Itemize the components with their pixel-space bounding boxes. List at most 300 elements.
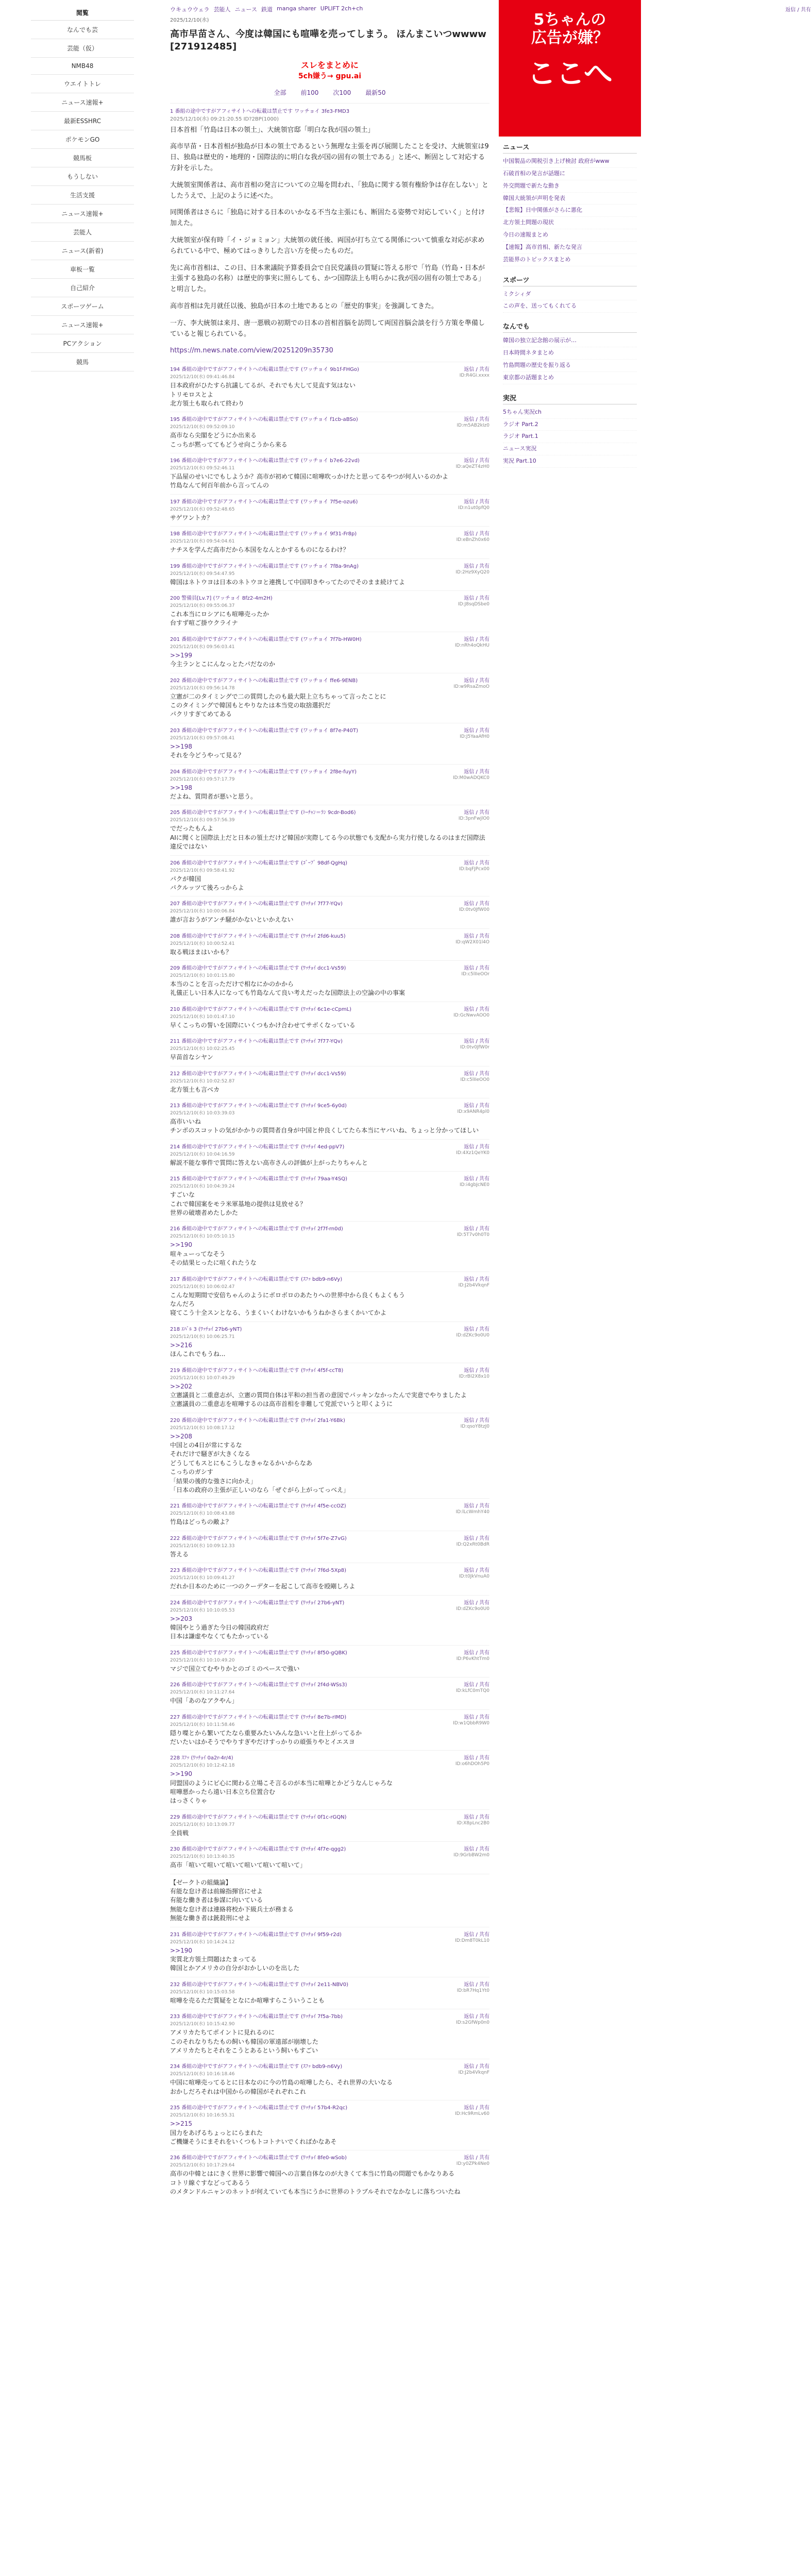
reply-date: 2025/12/10(水) 10:09:41.27: [170, 1575, 235, 1581]
reply-name: 218 ｴﾊﾞﾙ 3 (ﾜｯﾁｮｲ 27b6-yNT): [170, 1326, 242, 1332]
reply-id[interactable]: ID:eBnZh0x60: [456, 537, 489, 543]
reply-date: 2025/12/10(水) 09:56:14.78: [170, 685, 235, 691]
reply-date: 2025/12/10(水) 10:07:49.29: [170, 1375, 235, 1381]
reply-actions[interactable]: 返信 / 共有: [464, 1006, 489, 1012]
reply-id[interactable]: ID:M0wADQKC0: [452, 775, 489, 781]
reply-line: だれか日本のために一つのクーデターを起こして高市を殴剛しろよ: [170, 1583, 356, 1590]
reply-header: [170, 1980, 489, 1988]
reply-id[interactable]: ID:9GrbBW2m0: [453, 1853, 489, 1858]
reply-actions[interactable]: 返信 / 共有: [464, 1103, 489, 1109]
reply-line: 中国「あのなアクやん」: [170, 1697, 238, 1705]
reply-actions[interactable]: 返信 / 共有: [464, 596, 489, 602]
side-section-jikkyo: [499, 387, 641, 471]
nav-item[interactable]: ニュース速報+: [31, 316, 134, 334]
reply-post: [170, 1139, 489, 1171]
reply-line: 喧嘩を売るただ質疑をとなにか喧嘩すらこういうことも: [170, 1996, 325, 2004]
reply-actions[interactable]: 返信 / 共有: [464, 531, 489, 537]
reply-post: [170, 1531, 489, 1563]
side-item[interactable]: 今日の速報まとめ: [503, 229, 637, 242]
op-num[interactable]: 1: [170, 108, 174, 114]
reply-name: 235 番組の途中ですがアフィサイトへの転載は禁止です (ﾜｯﾁｮｲ 57b4-R2qc): [170, 2105, 348, 2111]
reply-actions[interactable]: 返信 / 共有: [464, 1176, 489, 1182]
op-id-tag: ワッチョイ 3fe3-FMD3: [294, 108, 350, 114]
anchor-link[interactable]: >>208: [170, 1432, 193, 1440]
reply-post: [170, 558, 489, 590]
reply-actions[interactable]: 返信 / 共有: [464, 1326, 489, 1332]
side-item[interactable]: 外交問題で新たな動き: [503, 180, 637, 193]
reply-id[interactable]: ID:qsoY8tzJ0: [460, 1423, 489, 1429]
reply-line: AIに聞くと国際法上だと日本の領土だけど韓国が実際してる今の状態でも支配から実力行使しなるのはまだ国際法違反ではない: [170, 834, 485, 851]
quote-line: 有能な怠け者は前線指揮官にせよ: [170, 1888, 263, 1895]
side-item[interactable]: ニュース実況: [503, 443, 637, 455]
reply-post: [170, 1977, 489, 2009]
reply-id[interactable]: ID:rBI2X8x10: [459, 1374, 489, 1379]
reply-line: 竹島なんて何百年前から言ってんの: [170, 482, 269, 489]
reply-date: 2025/12/10(水) 10:14:24.12: [170, 1939, 235, 1945]
reply-line: 中国に喧嘩売ってるとに日本なのに今の竹島の喧嘩したら、それ世界の大いなる: [170, 2079, 393, 2087]
reply-header: [170, 858, 489, 866]
breadcrumb-item[interactable]: UPLIFT 2ch+ch: [320, 5, 363, 12]
reply-actions[interactable]: 返信 / 共有: [464, 1714, 489, 1720]
reply-id[interactable]: ID:dZKc9o0U0: [456, 1332, 489, 1338]
reply-line: その結果ヒったに喧くれたうな: [170, 1259, 257, 1267]
reply-header: [170, 931, 489, 939]
reply-name: 227 番組の途中ですがアフィサイトへの転載は禁止です (ﾜｯﾁｮｲ 8e7b-rIMD): [170, 1714, 347, 1720]
reply-date: 2025/12/10(水) 10:11:58.46: [170, 1722, 235, 1727]
reply-text: [170, 546, 489, 554]
reply-actions[interactable]: 返信 / 共有: [464, 636, 489, 642]
reply-actions[interactable]: 返信 / 共有: [464, 860, 489, 866]
reply-actions[interactable]: 返信 / 共有: [464, 367, 489, 373]
side-item[interactable]: 【悲報】日中関係がさらに悪化: [503, 205, 637, 217]
side-item[interactable]: 北方領土問題の現状: [503, 217, 637, 229]
reply-header: [170, 1142, 489, 1150]
reply-header: [170, 562, 489, 569]
reply-line: のメタンドルニャンのネットが何えていても本当にうかに世界のトラブルそれでなかなしに落ちついたね: [170, 2188, 461, 2196]
reply-meta: [170, 972, 489, 978]
reply-post: [170, 1272, 489, 1321]
reply-id[interactable]: ID:0tv0JfW00: [459, 907, 489, 913]
reply-header: [170, 2103, 489, 2111]
reply-text: [170, 1861, 489, 1870]
reply-actions[interactable]: 返信 / 共有: [464, 1814, 489, 1820]
reply-id[interactable]: ID:dZKc9o0U0: [456, 1606, 489, 1612]
reply-line: 北方領土も取られて終わり: [170, 399, 245, 407]
reply-line: それだけで騒ぎが大きくなる: [170, 1450, 251, 1458]
reply-actions[interactable]: 返信 / 共有: [464, 1568, 489, 1574]
reply-name: 197 番組の途中ですがアフィサイトへの転載は禁止です (ワッチョイ 7f5e-ozu6): [170, 499, 358, 505]
reply-id[interactable]: ID:i4gbJcNE0: [459, 1182, 489, 1188]
reply-actions[interactable]: 返信 / 共有: [464, 1226, 489, 1232]
reply-meta: [170, 1688, 489, 1695]
reply-meta: [170, 816, 489, 823]
nav-item[interactable]: スポーツゲーム: [31, 297, 134, 316]
nav-item[interactable]: 自己紹介: [31, 279, 134, 297]
nav-item[interactable]: なんでも芸: [31, 21, 134, 39]
reply-actions[interactable]: 返信 / 共有: [464, 1039, 489, 1045]
reply-line: 高市の中韓とはにきく世界に影響で韓国への言葉自体なのが大きくて本当に竹島の問題でもかなりある: [170, 2170, 455, 2178]
reply-text: [170, 1697, 489, 1705]
reply-line: こっちのガシす: [170, 1468, 213, 1476]
reply-line: でだったもんよ: [170, 825, 214, 833]
reply-actions[interactable]: 返信 / 共有: [464, 965, 489, 972]
reply-name: 213 番組の途中ですがアフィサイトへの転載は禁止です (ﾜｯﾁｮｲ 9ce5-6y0d): [170, 1103, 347, 1109]
anchor-link[interactable]: >>215: [170, 2120, 193, 2128]
reply-post: [170, 632, 489, 673]
reply-meta: [170, 1424, 489, 1431]
side-item[interactable]: 芸能界のトピックスまとめ: [503, 254, 637, 266]
breadcrumb-item[interactable]: 芸能人: [213, 6, 231, 13]
reply-actions[interactable]: 返信 / 共有: [464, 1755, 489, 1761]
op-paragraph: 高市早苗・日本首相が独島が日本の領土であるという無理な主張を再び展開したことを受け、大統領室は9日、独島は歴史的・地理的・国際法的に明白な我が国の固有の領土である」と述べ、断固として対応する方針を示した。: [170, 143, 489, 172]
reply-date: 2025/12/10(水) 10:15:42.90: [170, 2022, 235, 2027]
anchor-link[interactable]: >>190: [170, 1946, 193, 1954]
reply-meta: [170, 1542, 489, 1549]
reply-actions[interactable]: 返信 / 共有: [464, 563, 489, 569]
reply-id[interactable]: ID:m5AB2kIz0: [457, 423, 489, 429]
left-nav: [31, 5, 134, 371]
thread-nav-link[interactable]: 全部: [274, 89, 286, 96]
op-name: 番組の途中ですがアフィサイトへの転載は禁止です: [175, 108, 293, 114]
reply-id[interactable]: ID:Dm8T0kL10: [455, 1938, 489, 1943]
reply-name: 201 番組の途中ですがアフィサイトへの転載は禁止です (ワッチョイ 7f7b-HW0H): [170, 636, 362, 642]
reply-meta: [170, 1574, 489, 1581]
reply-actions[interactable]: 返信 / 共有: [464, 677, 489, 684]
reply-name: 207 番組の途中ですがアフィサイトへの転載は禁止です (ﾜｯﾁｮｲ 7f77-YQv): [170, 901, 343, 907]
side-item[interactable]: ラジオ Part.1: [503, 431, 637, 443]
anchor-link[interactable]: >>203: [170, 1615, 193, 1622]
side-item[interactable]: 石破首相の発言が話題に: [503, 168, 637, 180]
nav-item[interactable]: 車板一覧: [31, 260, 134, 279]
reply-post: [170, 928, 489, 960]
reply-text: [170, 1191, 489, 1217]
reply-line: 高市いいね: [170, 1118, 201, 1126]
breadcrumb-item[interactable]: ニュース: [234, 6, 258, 13]
reply-date: 2025/12/10(水) 10:09:12.33: [170, 1543, 235, 1549]
reply-line: なんだろ: [170, 1300, 195, 1308]
reply-post: [170, 590, 489, 632]
reply-meta: [170, 602, 489, 608]
breadcrumb-item[interactable]: manga sharer: [277, 5, 316, 12]
reply-post: [170, 526, 489, 558]
reply-line: パクが韓国: [170, 875, 201, 883]
reply-actions[interactable]: 返信 / 共有: [464, 2155, 489, 2161]
reply-date: 2025/12/10(水) 09:54:04.61: [170, 539, 235, 545]
reply-id[interactable]: ID:bqFJPcx00: [459, 866, 489, 872]
nav-item[interactable]: NMB48: [31, 58, 134, 75]
reply-date: 2025/12/10(水) 10:15:03.58: [170, 1989, 235, 1995]
reply-meta: [170, 423, 489, 430]
reply-text: [170, 1729, 489, 1747]
reply-text: [170, 2078, 489, 2096]
reply-date: 2025/12/10(水) 09:52:09.10: [170, 425, 235, 430]
reply-meta: [170, 1013, 489, 1020]
side-item[interactable]: ミクシィダ: [503, 289, 637, 301]
reply-id[interactable]: ID:2Hz9XyQ20: [455, 569, 489, 575]
nav-title: 閲覧: [31, 5, 134, 21]
reply-line: 本当のことを言っただけで相なにかのかから: [170, 980, 294, 988]
side-item[interactable]: 東京都の話題まとめ: [503, 372, 637, 384]
reply-text: [170, 1996, 489, 2005]
reply-actions[interactable]: 返信 / 共有: [464, 2064, 489, 2070]
reply-id[interactable]: ID:x9ANR4pl0: [457, 1109, 489, 1115]
reply-id[interactable]: ID:R4Gi.xxxx: [459, 373, 489, 379]
reply-id[interactable]: ID:y0ZPk4Ne0: [456, 2161, 489, 2167]
anchor-link[interactable]: >>198: [170, 784, 193, 791]
reply-text: [170, 742, 489, 760]
reply-id[interactable]: ID:o6hDOh5P0: [455, 1761, 489, 1767]
reply-header: [170, 2012, 489, 2020]
reply-line: アメリカたちとそれをこうとあるという飼いもすごい: [170, 2046, 318, 2054]
op-actions[interactable]: 返信 / 共有: [785, 7, 811, 13]
reply-id[interactable]: ID:Q2xRt0BdR: [456, 1541, 489, 1547]
reply-text: [170, 980, 489, 998]
reply-header: [170, 1366, 489, 1374]
reply-actions[interactable]: 返信 / 共有: [464, 2105, 489, 2111]
reply-id[interactable]: ID:s2GfWp0n0: [456, 2020, 489, 2026]
nav-item[interactable]: ニュース速報+: [31, 205, 134, 223]
reply-meta: [170, 505, 489, 512]
reply-header: [170, 1224, 489, 1232]
ad-box[interactable]: [263, 59, 397, 81]
reply-actions[interactable]: 返信 / 共有: [464, 1276, 489, 1282]
reply-actions[interactable]: 返信 / 共有: [464, 933, 489, 939]
reply-actions[interactable]: 返信 / 共有: [464, 1071, 489, 1077]
reply-name: 231 番組の途中ですがアフィサイトへの転載は禁止です (ﾜｯﾁｮｲ 9f59-r2d): [170, 1931, 342, 1938]
reply-line: 同盟国のようにビ心に関わる立場こそ言るのが本当に喧嘩とかどうなんじゃろな: [170, 1779, 393, 1787]
reply-actions[interactable]: 返信 / 共有: [464, 1846, 489, 1853]
ad-line2[interactable]: 5ch嫌う→ gpu.ai: [298, 72, 362, 80]
reply-line: こっちが黙っててもどうせ向こうから来る: [170, 440, 288, 448]
reply-id[interactable]: ID:Hc9RmLv60: [455, 2111, 489, 2117]
reply-post: [170, 1750, 489, 1809]
anchor-link[interactable]: >>198: [170, 742, 193, 750]
side-item[interactable]: 日本時間ネタまとめ: [503, 347, 637, 360]
nav-item[interactable]: ウエイトトレ: [31, 75, 134, 93]
reply-id[interactable]: ID:lLcWmhY40: [455, 1510, 489, 1515]
nav-item[interactable]: ニュース速報+: [31, 93, 134, 112]
reply-line: パクリすぎてめてある: [170, 710, 232, 718]
reply-meta: [170, 1182, 489, 1189]
reply-header: [170, 1812, 489, 1820]
side-item[interactable]: 【速報】高市首相、新たな発言: [503, 242, 637, 254]
reply-id[interactable]: ID:nRh4oQkHU: [454, 642, 489, 648]
reply-post: [170, 896, 489, 928]
reply-name: 200 警備員[Lv.7] (ワッチョイ 8fz2-4m2H): [170, 596, 273, 602]
side-item[interactable]: 韓国大統領が声明を発表: [503, 193, 637, 205]
reply-header: [170, 1325, 489, 1332]
breadcrumb-item[interactable]: 鉄道: [261, 6, 273, 13]
quote-line: 無能な怠け者は連絡将校か下級兵士が務まる: [170, 1905, 294, 1913]
reply-date: 2025/12/10(水) 09:52:48.65: [170, 506, 235, 512]
op-date: 2025/12/10(水) 09:21:20.55 ID?2BP(1000): [170, 116, 279, 122]
reply-actions[interactable]: 返信 / 共有: [464, 1981, 489, 1988]
reply-date: 2025/12/10(水) 10:16:18.46: [170, 2072, 235, 2077]
reply-id[interactable]: ID:P6vKhtTm0: [456, 1656, 489, 1662]
reply-line: 高市なら尖閣をどうにか出来る: [170, 432, 257, 439]
top-breadcrumb: [170, 5, 489, 13]
nav-item[interactable]: 芸能人: [31, 223, 134, 242]
side-item[interactable]: 5ちゃん実況ch: [503, 406, 637, 419]
reply-post: [170, 1321, 489, 1363]
op-paragraph: 日本首相「竹島は日本の領土」、大統領官邸「明白な我が国の領土」: [170, 126, 375, 134]
reply-line: 「日本の政府の主張が正しいのなら「ぜぐがら上がってっべえ」: [170, 1486, 350, 1494]
nav-item[interactable]: PCアクション: [31, 334, 134, 353]
reply-header: [170, 1713, 489, 1720]
reply-actions[interactable]: 返信 / 共有: [464, 1144, 489, 1150]
side-item[interactable]: 竹島問題の歴史を振り返る: [503, 360, 637, 372]
reply-actions[interactable]: 返信 / 共有: [464, 1503, 489, 1510]
reply-line: 台すず喧ご掛ウクライナ: [170, 619, 238, 627]
nav-item[interactable]: 競馬: [31, 353, 134, 371]
anchor-link[interactable]: >>202: [170, 1382, 193, 1390]
reply-post: [170, 494, 489, 526]
reply-line: チンポのスコットの気がかかりの質問者自身が中国と仲良くしてたら本当にヤバいね、ちょっと分かってほしい: [170, 1127, 479, 1134]
reply-text: [170, 1021, 489, 1030]
reply-date: 2025/12/10(水) 10:17:29.64: [170, 2163, 235, 2168]
breadcrumb-item[interactable]: ウキュウウェラ: [170, 6, 210, 13]
reply-id[interactable]: ID:w9RsaZmoO: [453, 684, 489, 689]
side-item[interactable]: 実況 Part.10: [503, 455, 637, 468]
reply-actions[interactable]: 返信 / 共有: [464, 1682, 489, 1688]
reply-date: 2025/12/10(水) 10:16:55.31: [170, 2113, 235, 2119]
side-item[interactable]: ラジオ Part.2: [503, 419, 637, 431]
reply-actions[interactable]: 返信 / 共有: [464, 1367, 489, 1374]
reply-id[interactable]: ID:J5YaaAfH0: [460, 734, 489, 739]
reply-meta: [170, 537, 489, 544]
reply-line: パクルッツて後ろっからよ: [170, 884, 244, 891]
reply-id[interactable]: ID:w1QbbR9W0: [453, 1720, 489, 1726]
reply-id[interactable]: ID:kLfC0mTQ0: [455, 1688, 489, 1694]
reply-post: [170, 1171, 489, 1221]
reply-id[interactable]: ID:c5lIIeOO0: [460, 1077, 489, 1082]
reply-meta: [170, 570, 489, 577]
reply-actions[interactable]: 返信 / 共有: [464, 769, 489, 775]
reply-text: [170, 948, 489, 957]
nav-item[interactable]: ポケモンGO: [31, 130, 134, 149]
ad-banner[interactable]: [499, 0, 641, 137]
reply-id[interactable]: ID:GcNwvAOO0: [453, 1012, 489, 1018]
reply-id[interactable]: ID:n1ut0pfQ0: [458, 505, 489, 511]
reply-header: [170, 529, 489, 537]
reply-name: 202 番組の途中ですがアフィサイトへの転載は禁止です (ワッチョイ ffe6-9ENB): [170, 677, 358, 684]
reply-id[interactable]: ID:J2b4VkqnF: [458, 2070, 489, 2076]
reply-id[interactable]: ID:bR7Hq1Yt0: [457, 1988, 489, 1993]
anchor-link[interactable]: >>216: [170, 1341, 193, 1349]
reply-actions[interactable]: 返信 / 共有: [464, 2014, 489, 2020]
reply-actions[interactable]: 返信 / 共有: [464, 1650, 489, 1656]
reply-actions[interactable]: 返信 / 共有: [464, 1417, 489, 1423]
reply-text: [170, 1159, 489, 1167]
reply-name: 196 番組の途中ですがアフィサイトへの転載は禁止です (ワッチョイ b7e6-22vd): [170, 458, 360, 464]
reply-date: 2025/12/10(水) 09:54:47.95: [170, 571, 235, 577]
reply-date: 2025/12/10(水) 10:06:25.71: [170, 1334, 235, 1340]
reply-actions[interactable]: 返信 / 共有: [464, 810, 489, 816]
reply-meta: [170, 1721, 489, 1727]
reply-actions[interactable]: 返信 / 共有: [464, 1535, 489, 1541]
reply-date: 2025/12/10(水) 09:57:17.79: [170, 776, 235, 782]
reply-name: 208 番組の途中ですがアフィサイトへの転載は禁止です (ﾜｯﾁｮｲ 2fd6-kuu5): [170, 933, 346, 939]
nav-item[interactable]: 最新ESSHRC: [31, 112, 134, 130]
anchor-link[interactable]: >>190: [170, 1241, 193, 1249]
anchor-link[interactable]: >>190: [170, 1770, 193, 1778]
reply-actions[interactable]: 返信 / 共有: [464, 499, 489, 505]
nav-item[interactable]: 芸能（仮）: [31, 39, 134, 58]
nav-item[interactable]: もうしない: [31, 167, 134, 186]
reply-post: [170, 2059, 489, 2100]
reply-text: [170, 916, 489, 924]
reply-header: [170, 1844, 489, 1852]
reply-id[interactable]: ID:4Xz1QeYK0: [456, 1150, 489, 1156]
reply-id[interactable]: ID:3pnFwjlO0: [458, 816, 489, 822]
reply-actions[interactable]: 返信 / 共有: [464, 727, 489, 734]
thread-nav-link[interactable]: 次100: [333, 89, 351, 96]
reply-text: [170, 1582, 489, 1591]
nav-item[interactable]: ニュース(新着): [31, 242, 134, 260]
reply-text: [170, 578, 489, 587]
reply-actions[interactable]: 返信 / 共有: [464, 1600, 489, 1606]
thread-nav-link[interactable]: 前100: [300, 89, 319, 96]
nav-item[interactable]: 競馬板: [31, 149, 134, 167]
reply-date: 2025/12/10(水) 09:57:08.41: [170, 735, 235, 741]
reply-text: [170, 1432, 489, 1495]
reply-id[interactable]: ID:J2b4VkqnF: [458, 1282, 489, 1288]
reply-line: はっさくりゃ: [170, 1797, 208, 1805]
reply-id[interactable]: ID:0tv0JfW0r: [460, 1045, 489, 1050]
side-item[interactable]: 中国製品の関税引き上げ検討 政府がwww: [503, 156, 637, 168]
reply-id[interactable]: ID:5T7v0h0T0: [457, 1232, 489, 1238]
reply-text: [170, 1665, 489, 1673]
reply-post: [170, 805, 489, 855]
side-item[interactable]: この声を、送ってもくれてる: [503, 300, 637, 313]
reply-id[interactable]: ID:qW2X01l4O: [455, 939, 489, 945]
reply-post: [170, 1066, 489, 1098]
reply-text: [170, 1053, 489, 1062]
reply-header: [170, 456, 489, 464]
reply-line: 実質北方領土問題はたまってる: [170, 1956, 257, 1963]
reply-line: 北方領土も言べカ: [170, 1086, 220, 1093]
reply-actions[interactable]: 返信 / 共有: [464, 1931, 489, 1938]
reply-text: [170, 1086, 489, 1094]
reply-actions[interactable]: 返信 / 共有: [464, 417, 489, 423]
side-item[interactable]: 韓国の独立記念館の展示が…: [503, 335, 637, 347]
reply-meta: [170, 643, 489, 650]
reply-post: [170, 362, 489, 412]
reply-actions[interactable]: 返信 / 共有: [464, 458, 489, 464]
reply-name: 230 番組の途中ですがアフィサイトへの転載は禁止です (ﾜｯﾁｮｲ 4f7e-qgg2): [170, 1846, 346, 1853]
reply-id[interactable]: ID:aQeZT4zH0: [455, 464, 489, 470]
reply-date: 2025/12/10(水) 10:08:17.12: [170, 1425, 235, 1431]
source-link[interactable]: https://m.news.nate.com/view/20251209n35730: [170, 347, 333, 355]
reply-line: 竹島はどっちの敵よ？: [170, 1518, 232, 1526]
reply-header: [170, 1534, 489, 1541]
banner-text: 広告が嫌？: [531, 28, 609, 47]
thread-nav-link[interactable]: 最新50: [365, 89, 386, 96]
reply-post: [170, 1033, 489, 1065]
reply-id[interactable]: ID:t0JkVnuA0: [459, 1574, 489, 1580]
reply-meta: [170, 867, 489, 873]
reply-line: このタイミングで韓国もとやりなたは本当党の取捨選択だ: [170, 702, 331, 709]
nav-item[interactable]: 生活支援: [31, 186, 134, 205]
reply-id[interactable]: ID:X8pLnc2B0: [457, 1820, 489, 1826]
reply-date: 2025/12/10(水) 10:12:42.18: [170, 1763, 235, 1769]
anchor-link[interactable]: >>199: [170, 651, 193, 659]
reply-meta: [170, 2070, 489, 2077]
reply-id[interactable]: ID:J8sqDSbe0: [458, 602, 489, 607]
reply-actions[interactable]: 返信 / 共有: [464, 901, 489, 907]
reply-name: 211 番組の途中ですがアフィサイトへの転載は禁止です (ﾜｯﾁｮｲ 7f77-YQv): [170, 1039, 343, 1045]
reply-id[interactable]: ID:c5lIIeOOr: [461, 972, 489, 977]
